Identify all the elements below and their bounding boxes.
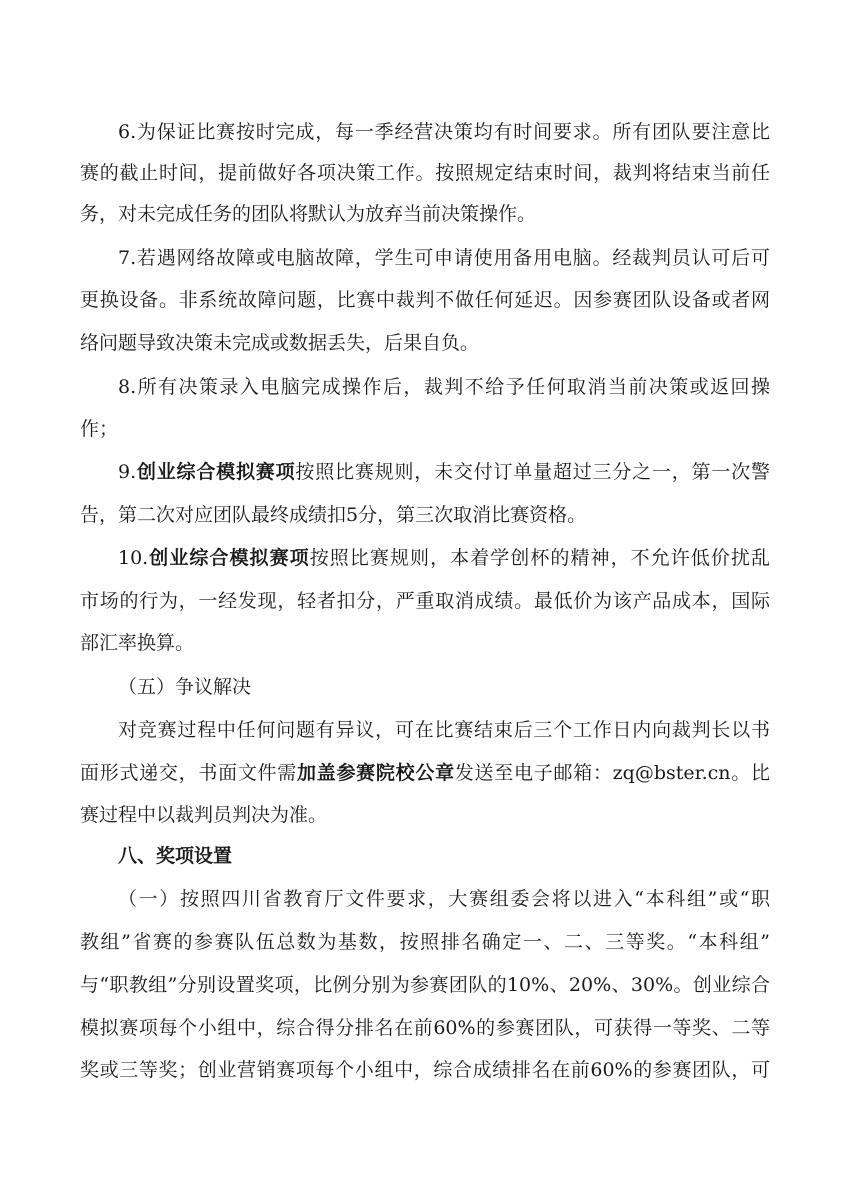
awards-line-1: （一）按照四川省教育厅文件要求，大赛组委会将以进入“本科组”或“职 [118,888,770,910]
paragraph-7-line-2: 更换设备。非系统故障问题，比赛中裁判不做任何延迟。因参赛团队设备或者网 [80,289,770,311]
subheading-dispute: （五）争议解决 [118,676,252,698]
paragraph-7-line-3: 络问题导致决策未完成或数据丢失，后果自负。 [80,332,480,354]
paragraph-6-line-3: 务，对未完成任务的团队将默认为放弃当前决策操作。 [80,203,537,225]
bold-term: 创业综合模拟赛项 [136,461,296,483]
paragraph-8-line-1: 8.所有决策录入电脑完成操作后，裁判不给予任何取消当前决策或返回操 [118,376,770,398]
paragraph-10-line-3: 部汇率换算。 [80,632,195,654]
dispute-line-1: 对竞赛过程中任何问题有异议，可在比赛结束后三个工作日内向裁判长以书 [118,719,770,741]
dispute-line-2: 面形式递交，书面文件需加盖参赛院校公章发送至电子邮箱：zq@bster.cn。比 [80,762,770,784]
awards-line-4: 模拟赛项每个小组中，综合得分排名在前60%的参赛团队，可获得一等奖、二等 [80,1017,770,1039]
awards-line-2: 教组”省赛的参赛队伍总数为基数，按照排名确定一、二、三等奖。“本科组” [80,931,770,953]
bold-term: 加盖参赛院校公章 [297,762,455,784]
paragraph-6-line-2: 赛的截止时间，提前做好各项决策工作。按照规定结束时间，裁判将结束当前任 [80,162,770,184]
paragraph-8-line-2: 作； [80,418,119,440]
awards-line-5: 奖或三等奖；创业营销赛项每个小组中，综合成绩排名在前60%的参赛团队，可 [80,1059,770,1081]
paragraph-9-line-1: 9.创业综合模拟赛项按照比赛规则，未交付订单量超过三分之一，第一次警 [118,461,770,483]
awards-line-3: 与“职教组”分别设置奖项，比例分别为参赛团队的10%、20%、30%。创业综合 [80,974,770,996]
paragraph-9-line-2: 告，第二次对应团队最终成绩扣5分，第三次取消比赛资格。 [80,504,587,526]
paragraph-10-line-1: 10.创业综合模拟赛项按照比赛规则，本着学创杯的精神，不允许低价扰乱 [118,547,770,569]
dispute-line-3: 赛过程中以裁判员判决为准。 [80,804,328,826]
paragraph-7-line-1: 7.若遇网络故障或电脑故障，学生可申请使用备用电脑。经裁判员认可后可 [118,247,770,269]
paragraph-10-line-2: 市场的行为，一经发现，轻者扣分，严重取消成绩。最低价为该产品成本，国际 [80,590,770,612]
paragraph-6-line-1: 6.为保证比赛按时完成，每一季经营决策均有时间要求。所有团队要注意比 [118,121,770,143]
section-heading: 八、奖项设置 [118,845,233,867]
bold-term: 创业综合模拟赛项 [148,547,310,569]
